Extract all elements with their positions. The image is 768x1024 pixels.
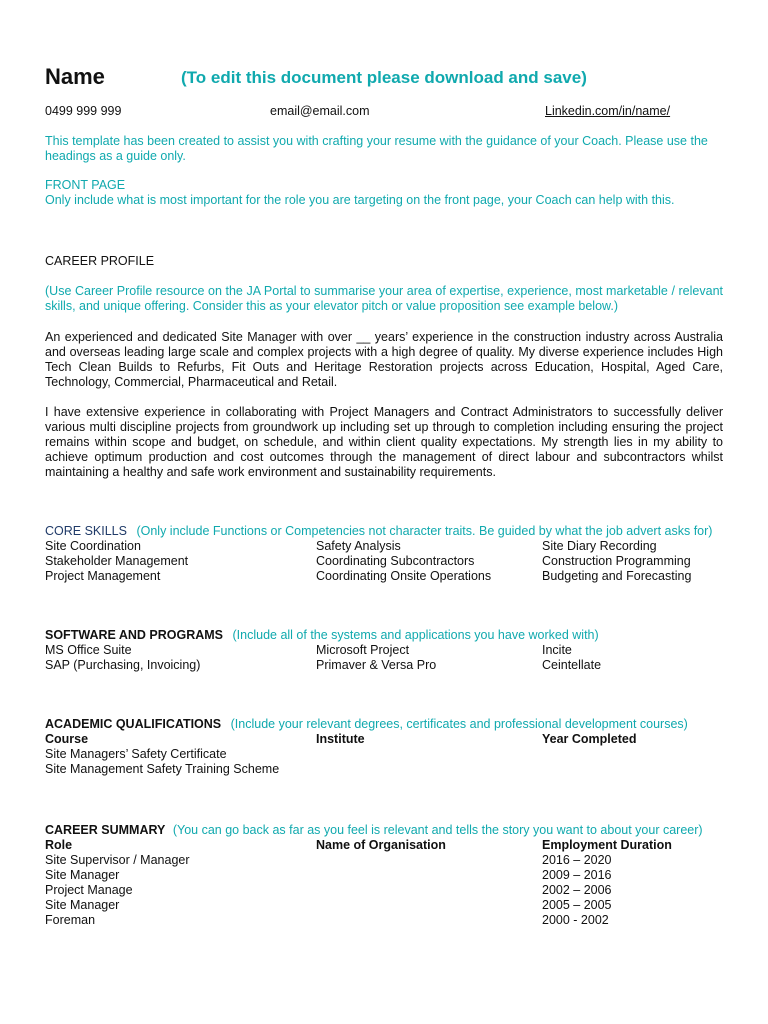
skill-cell: Project Management — [45, 569, 161, 583]
career-summary-header — [45, 823, 723, 838]
table-row — [45, 898, 723, 913]
role-cell: Foreman — [45, 913, 96, 927]
academic-guidance: (Include your relevant degrees, certificates and professional development courses) — [230, 717, 688, 731]
skill-cell: Site Coordination — [45, 539, 141, 553]
table-row — [45, 658, 723, 673]
software-cell: Primaver & Versa Pro — [316, 658, 437, 672]
table-row — [45, 747, 723, 762]
software-heading: SOFTWARE AND PROGRAMS — [45, 628, 224, 642]
course-cell: Site Management Safety Training Scheme — [45, 762, 280, 776]
software-cell: Ceintellate — [542, 658, 602, 672]
front-page-text: Only include what is most important for the role you are targeting on the front page, your Coach can help with this. — [45, 193, 675, 207]
role-cell: Site Manager — [45, 898, 120, 912]
table-row — [45, 643, 723, 658]
career-summary-guidance: (You can go back as far as you feel is relevant and tells the story you want to about your career) — [172, 823, 703, 837]
software-cell: Incite — [542, 643, 572, 657]
career-summary-column-headers — [45, 838, 723, 853]
software-cell: MS Office Suite — [45, 643, 132, 657]
email: email@email.com — [270, 104, 370, 118]
skill-cell: Budgeting and Forecasting — [542, 569, 692, 583]
software-header — [45, 628, 723, 643]
career-profile-heading: CAREER PROFILE — [45, 254, 155, 268]
duration-cell: 2002 – 2006 — [542, 883, 612, 897]
software-cell: SAP (Purchasing, Invoicing) — [45, 658, 201, 672]
duration-cell: 2009 – 2016 — [542, 868, 612, 882]
role-cell: Site Manager — [45, 868, 120, 882]
table-row — [45, 913, 723, 928]
column-header: Role — [45, 838, 73, 852]
career-profile-paragraph-1: An experienced and dedicated Site Manager with over __ years’ experience in the construction industry across Australia and overseas leading large scale and complex projects with a high degree of quality. My diverse experience includes High Tech Clean Builds to Refurbs, Fit Outs and Heritage Restoration projects across Education, Hospital, Aged Care, Technology, Commercial, Pharmaceutical and Retail. — [45, 330, 723, 389]
table-row — [45, 868, 723, 883]
software-cell: Microsoft Project — [316, 643, 410, 657]
phone: 0499 999 999 — [45, 104, 122, 118]
linkedin-link[interactable]: Linkedin.com/in/name/ — [545, 104, 671, 118]
core-skills-header — [45, 524, 723, 539]
career-profile-guidance: (Use Career Profile resource on the JA Portal to summarise your area of expertise, experience, most marketable / relevant skills, and unique offering. Consider this as your elevator pitch or value proposition see example below.) — [45, 284, 723, 313]
career-profile-paragraph-2: I have extensive experience in collaborating with Project Managers and Contract Administrators to successfully deliver various multi discipline projects from groundwork up including set up through to completion including ensuring the project remains within scope and budget, on schedule, and within client quality expectations. My strength lies in my ability to achieve optimum production and cost outcomes through the management of direct labour and subcontractors whilst maintaining a healthy and safe work environment and sustainability requirements. — [45, 405, 723, 479]
column-header: Institute — [316, 732, 365, 746]
role-cell: Site Supervisor / Manager — [45, 853, 190, 867]
column-header: Employment Duration — [542, 838, 672, 852]
duration-cell: 2005 – 2005 — [542, 898, 612, 912]
skill-cell: Coordinating Onsite Operations — [316, 569, 492, 583]
table-row — [45, 762, 723, 777]
resume-name: Name — [45, 64, 105, 89]
column-header: Year Completed — [542, 732, 637, 746]
academic-column-headers — [45, 732, 723, 747]
skill-cell: Stakeholder Management — [45, 554, 189, 568]
edit-note: (To edit this document please download and save) — [181, 68, 587, 87]
table-row — [45, 554, 723, 569]
skill-cell: Safety Analysis — [316, 539, 401, 553]
academic-heading: ACADEMIC QUALIFICATIONS — [45, 717, 222, 731]
core-skills-heading: CORE SKILLS — [45, 524, 127, 538]
software-guidance: (Include all of the systems and applications you have worked with) — [232, 628, 599, 642]
duration-cell: 2000 - 2002 — [542, 913, 609, 927]
table-row — [45, 853, 723, 868]
table-row — [45, 883, 723, 898]
contact-row — [45, 104, 723, 119]
academic-header — [45, 717, 723, 732]
core-skills-guidance: (Only include Functions or Competencies not character traits. Be guided by what the job advert asks for) — [136, 524, 713, 538]
role-cell: Project Manage — [45, 883, 133, 897]
column-header: Course — [45, 732, 89, 746]
course-cell: Site Managers’ Safety Certificate — [45, 747, 227, 761]
skill-cell: Coordinating Subcontractors — [316, 554, 475, 568]
front-page-heading: FRONT PAGE — [45, 178, 126, 192]
table-row — [45, 569, 723, 584]
skill-cell: Site Diary Recording — [542, 539, 657, 553]
career-summary-heading: CAREER SUMMARY — [45, 823, 166, 837]
template-note: This template has been created to assist you with crafting your resume with the guidance of your Coach. Please use the headings as a guide only. — [45, 134, 708, 163]
duration-cell: 2016 – 2020 — [542, 853, 612, 867]
skill-cell: Construction Programming — [542, 554, 691, 568]
table-row — [45, 539, 723, 554]
column-header: Name of Organisation — [316, 838, 446, 852]
